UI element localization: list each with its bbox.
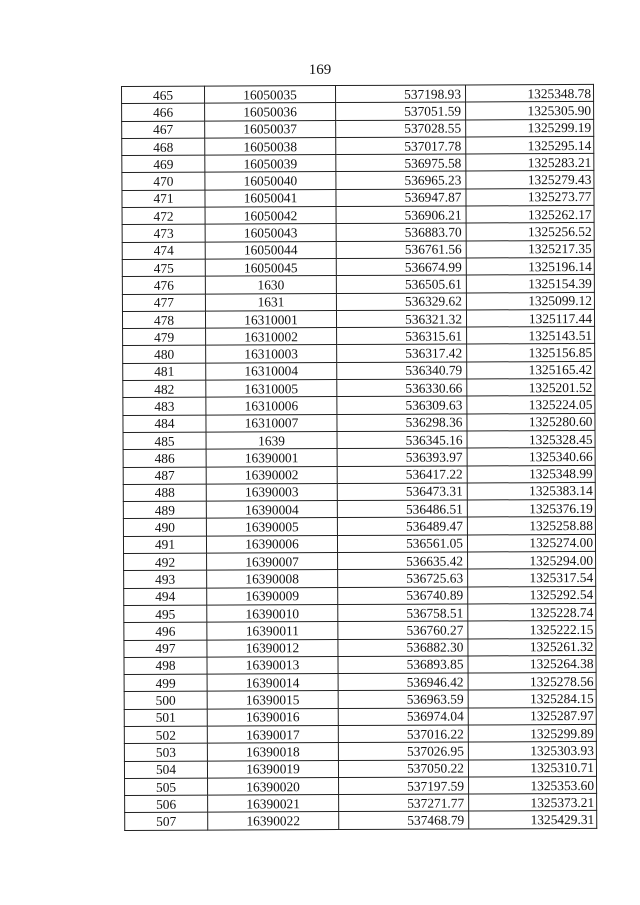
y-coordinate-cell: 1325117.44 <box>466 309 594 327</box>
table-row <box>125 811 597 830</box>
y-coordinate-cell: 1325305.90 <box>466 102 594 120</box>
point-id-cell: 16390018 <box>207 743 338 761</box>
y-coordinate-cell: 1325156.85 <box>467 344 595 362</box>
table-row <box>123 327 595 346</box>
x-coordinate-cell: 537468.79 <box>339 811 469 829</box>
point-id-cell: 16390002 <box>206 466 337 484</box>
x-coordinate-cell: 536561.05 <box>337 535 467 553</box>
y-coordinate-cell: 1325317.54 <box>468 569 596 587</box>
row-number-cell: 482 <box>123 380 206 398</box>
row-number-cell: 465 <box>122 86 205 104</box>
row-number-cell: 485 <box>123 432 206 450</box>
table-row <box>124 673 596 692</box>
y-coordinate-cell: 1325274.00 <box>467 534 595 552</box>
y-coordinate-cell: 1325348.99 <box>467 465 595 483</box>
table-row <box>123 500 595 519</box>
point-id-cell: 16390015 <box>207 691 338 709</box>
table-row <box>123 448 595 467</box>
table-row <box>125 794 597 813</box>
x-coordinate-cell: 536758.51 <box>338 604 468 622</box>
x-coordinate-cell: 536345.16 <box>337 431 467 449</box>
table-row <box>124 603 596 622</box>
point-id-cell: 1630 <box>205 276 336 294</box>
point-id-cell: 16050035 <box>205 86 336 104</box>
x-coordinate-cell: 536725.63 <box>338 569 468 587</box>
row-number-cell: 486 <box>123 449 206 467</box>
x-coordinate-cell: 536965.23 <box>336 171 466 189</box>
y-coordinate-cell: 1325299.19 <box>466 119 594 137</box>
x-coordinate-cell: 537016.22 <box>338 725 468 743</box>
table-row <box>123 517 595 536</box>
y-coordinate-cell: 1325303.93 <box>468 742 596 760</box>
row-number-cell: 500 <box>124 692 207 710</box>
table-row <box>122 275 594 294</box>
point-id-cell: 16390016 <box>207 708 338 726</box>
x-coordinate-cell: 536882.30 <box>338 638 468 656</box>
x-coordinate-cell: 537197.59 <box>339 777 469 795</box>
x-coordinate-cell: 537017.78 <box>336 137 466 155</box>
row-number-cell: 497 <box>124 640 207 658</box>
x-coordinate-cell: 537026.95 <box>338 742 468 760</box>
y-coordinate-cell: 1325196.14 <box>466 257 594 275</box>
row-number-cell: 476 <box>122 276 205 294</box>
point-id-cell: 16050041 <box>205 189 336 207</box>
y-coordinate-cell: 1325143.51 <box>467 327 595 345</box>
point-id-cell: 16390013 <box>207 656 338 674</box>
x-coordinate-cell: 536315.61 <box>337 327 467 345</box>
row-number-cell: 493 <box>124 570 207 588</box>
row-number-cell: 472 <box>122 207 205 225</box>
y-coordinate-cell: 1325299.89 <box>468 724 596 742</box>
x-coordinate-cell: 536883.70 <box>336 223 466 241</box>
row-number-cell: 483 <box>123 397 206 415</box>
row-number-cell: 501 <box>124 709 207 727</box>
table-row <box>123 396 595 415</box>
table-row <box>122 188 594 207</box>
x-coordinate-cell: 536906.21 <box>336 206 466 224</box>
row-number-cell: 468 <box>122 138 205 156</box>
point-id-cell: 1639 <box>206 431 337 449</box>
point-id-cell: 16390019 <box>207 760 338 778</box>
x-coordinate-cell: 536505.61 <box>336 275 466 293</box>
x-coordinate-cell: 536329.62 <box>336 293 466 311</box>
point-id-cell: 16050044 <box>205 241 336 259</box>
x-coordinate-cell: 537051.59 <box>336 102 466 120</box>
table-row <box>124 759 596 778</box>
table-row <box>123 361 595 380</box>
coordinate-table <box>121 84 597 831</box>
row-number-cell: 496 <box>124 622 207 640</box>
table-row <box>122 257 594 276</box>
point-id-cell: 16390003 <box>206 483 337 501</box>
point-id-cell: 16390012 <box>207 639 338 657</box>
point-id-cell: 16310002 <box>206 328 337 346</box>
y-coordinate-cell: 1325261.32 <box>468 638 596 656</box>
table-row <box>124 638 596 657</box>
page-number: 169 <box>308 62 332 78</box>
point-id-cell: 16050037 <box>205 120 336 138</box>
point-id-cell: 16390005 <box>206 518 337 536</box>
y-coordinate-cell: 1325262.17 <box>466 206 594 224</box>
x-coordinate-cell: 536317.42 <box>337 344 467 362</box>
point-id-cell: 16310004 <box>206 362 337 380</box>
table-row <box>122 84 594 103</box>
table-row <box>122 154 594 173</box>
coordinate-table-body <box>122 84 597 830</box>
row-number-cell: 506 <box>125 795 208 813</box>
table-row <box>124 707 596 726</box>
x-coordinate-cell: 536975.58 <box>336 154 466 172</box>
point-id-cell: 16050043 <box>205 224 336 242</box>
point-id-cell: 16390009 <box>207 587 338 605</box>
point-id-cell: 16310006 <box>206 397 337 415</box>
x-coordinate-cell: 536321.32 <box>336 310 466 328</box>
row-number-cell: 473 <box>122 225 205 243</box>
point-id-cell: 16390004 <box>206 501 337 519</box>
x-coordinate-cell: 537050.22 <box>338 760 468 778</box>
point-id-cell: 16310003 <box>206 345 337 363</box>
y-coordinate-cell: 1325383.14 <box>467 482 595 500</box>
row-number-cell: 505 <box>125 778 208 796</box>
point-id-cell: 16050045 <box>205 259 336 277</box>
x-coordinate-cell: 536946.42 <box>338 673 468 691</box>
y-coordinate-cell: 1325279.43 <box>466 171 594 189</box>
y-coordinate-cell: 1325217.35 <box>466 240 594 258</box>
table-row <box>124 551 596 570</box>
row-number-cell: 498 <box>124 657 207 675</box>
table-row <box>125 776 597 795</box>
x-coordinate-cell: 536486.51 <box>337 500 467 518</box>
point-id-cell: 16390007 <box>207 553 338 571</box>
y-coordinate-cell: 1325273.77 <box>466 188 594 206</box>
row-number-cell: 479 <box>123 328 206 346</box>
table-row <box>122 292 594 311</box>
point-id-cell: 16310005 <box>206 380 337 398</box>
x-coordinate-cell: 536489.47 <box>337 517 467 535</box>
point-id-cell: 16310007 <box>206 414 337 432</box>
point-id-cell: 16390001 <box>206 449 337 467</box>
point-id-cell: 16050040 <box>205 172 336 190</box>
point-id-cell: 16390022 <box>208 812 339 830</box>
x-coordinate-cell: 537198.93 <box>336 85 466 103</box>
row-number-cell: 480 <box>123 346 206 364</box>
x-coordinate-cell: 536330.66 <box>337 379 467 397</box>
table-row <box>124 655 596 674</box>
x-coordinate-cell: 536761.56 <box>336 241 466 259</box>
y-coordinate-cell: 1325283.21 <box>466 154 594 172</box>
table-row <box>124 690 596 709</box>
row-number-cell: 507 <box>125 813 208 831</box>
table-row <box>124 724 596 743</box>
y-coordinate-cell: 1325294.00 <box>468 551 596 569</box>
point-id-cell: 16310001 <box>205 310 336 328</box>
x-coordinate-cell: 536417.22 <box>337 466 467 484</box>
row-number-cell: 470 <box>122 173 205 191</box>
row-number-cell: 484 <box>123 415 206 433</box>
row-number-cell: 478 <box>122 311 205 329</box>
y-coordinate-cell: 1325292.54 <box>468 586 596 604</box>
y-coordinate-cell: 1325222.15 <box>468 621 596 639</box>
point-id-cell: 16050038 <box>205 137 336 155</box>
y-coordinate-cell: 1325310.71 <box>468 759 596 777</box>
y-coordinate-cell: 1325348.78 <box>465 84 593 102</box>
table-row <box>123 534 595 553</box>
row-number-cell: 477 <box>122 294 205 312</box>
row-number-cell: 467 <box>122 121 205 139</box>
x-coordinate-cell: 536393.97 <box>337 448 467 466</box>
y-coordinate-cell: 1325224.05 <box>467 396 595 414</box>
table-row <box>123 378 595 397</box>
y-coordinate-cell: 1325201.52 <box>467 378 595 396</box>
point-id-cell: 16390021 <box>208 795 339 813</box>
point-id-cell: 16050042 <box>205 207 336 225</box>
row-number-cell: 469 <box>122 155 205 173</box>
table-row <box>122 240 594 259</box>
row-number-cell: 494 <box>124 588 207 606</box>
table-row <box>122 171 594 190</box>
y-coordinate-cell: 1325429.31 <box>469 811 597 829</box>
row-number-cell: 503 <box>124 743 207 761</box>
point-id-cell: 1631 <box>205 293 336 311</box>
point-id-cell: 16050036 <box>205 103 336 121</box>
y-coordinate-cell: 1325264.38 <box>468 655 596 673</box>
x-coordinate-cell: 536974.04 <box>338 708 468 726</box>
x-coordinate-cell: 536893.85 <box>338 656 468 674</box>
table-row <box>124 569 596 588</box>
x-coordinate-cell: 536760.27 <box>338 621 468 639</box>
table-row <box>124 621 596 640</box>
row-number-cell: 491 <box>123 536 206 554</box>
y-coordinate-cell: 1325328.45 <box>467 430 595 448</box>
table-row <box>122 119 594 138</box>
y-coordinate-cell: 1325256.52 <box>466 223 594 241</box>
y-coordinate-cell: 1325280.60 <box>467 413 595 431</box>
x-coordinate-cell: 536298.36 <box>337 414 467 432</box>
y-coordinate-cell: 1325376.19 <box>467 500 595 518</box>
table-row <box>123 413 595 432</box>
y-coordinate-cell: 1325353.60 <box>469 776 597 794</box>
y-coordinate-cell: 1325373.21 <box>469 794 597 812</box>
row-number-cell: 474 <box>122 242 205 260</box>
row-number-cell: 490 <box>123 519 206 537</box>
x-coordinate-cell: 536340.79 <box>337 362 467 380</box>
table-row <box>122 102 594 121</box>
x-coordinate-cell: 536963.59 <box>338 690 468 708</box>
y-coordinate-cell: 1325287.97 <box>468 707 596 725</box>
row-number-cell: 489 <box>123 501 206 519</box>
table-row <box>122 136 594 155</box>
table-row <box>123 482 595 501</box>
y-coordinate-cell: 1325295.14 <box>466 136 594 154</box>
row-number-cell: 499 <box>124 674 207 692</box>
y-coordinate-cell: 1325099.12 <box>466 292 594 310</box>
y-coordinate-cell: 1325154.39 <box>466 275 594 293</box>
point-id-cell: 16050039 <box>205 155 336 173</box>
row-number-cell: 492 <box>124 553 207 571</box>
point-id-cell: 16390020 <box>208 777 339 795</box>
table-row <box>124 742 596 761</box>
row-number-cell: 481 <box>123 363 206 381</box>
point-id-cell: 16390008 <box>207 570 338 588</box>
y-coordinate-cell: 1325165.42 <box>467 361 595 379</box>
x-coordinate-cell: 537271.77 <box>339 794 469 812</box>
table-row <box>122 206 594 225</box>
row-number-cell: 502 <box>124 726 207 744</box>
y-coordinate-cell: 1325278.56 <box>468 673 596 691</box>
row-number-cell: 466 <box>122 103 205 121</box>
table-row <box>123 430 595 449</box>
x-coordinate-cell: 536309.63 <box>337 396 467 414</box>
table-row <box>123 344 595 363</box>
table-row <box>124 586 596 605</box>
x-coordinate-cell: 536473.31 <box>337 483 467 501</box>
table-row <box>122 223 594 242</box>
row-number-cell: 475 <box>122 259 205 277</box>
point-id-cell: 16390010 <box>207 604 338 622</box>
row-number-cell: 471 <box>122 190 205 208</box>
point-id-cell: 16390017 <box>207 726 338 744</box>
point-id-cell: 16390006 <box>206 535 337 553</box>
y-coordinate-cell: 1325258.88 <box>467 517 595 535</box>
y-coordinate-cell: 1325228.74 <box>468 603 596 621</box>
y-coordinate-cell: 1325340.66 <box>467 448 595 466</box>
y-coordinate-cell: 1325284.15 <box>468 690 596 708</box>
x-coordinate-cell: 536947.87 <box>336 189 466 207</box>
row-number-cell: 488 <box>123 484 206 502</box>
table-row <box>123 465 595 484</box>
table-row <box>122 309 594 328</box>
x-coordinate-cell: 536674.99 <box>336 258 466 276</box>
x-coordinate-cell: 537028.55 <box>336 120 466 138</box>
x-coordinate-cell: 536635.42 <box>338 552 468 570</box>
point-id-cell: 16390011 <box>207 622 338 640</box>
point-id-cell: 16390014 <box>207 674 338 692</box>
x-coordinate-cell: 536740.89 <box>338 587 468 605</box>
row-number-cell: 504 <box>124 761 207 779</box>
row-number-cell: 487 <box>123 467 206 485</box>
row-number-cell: 495 <box>124 605 207 623</box>
